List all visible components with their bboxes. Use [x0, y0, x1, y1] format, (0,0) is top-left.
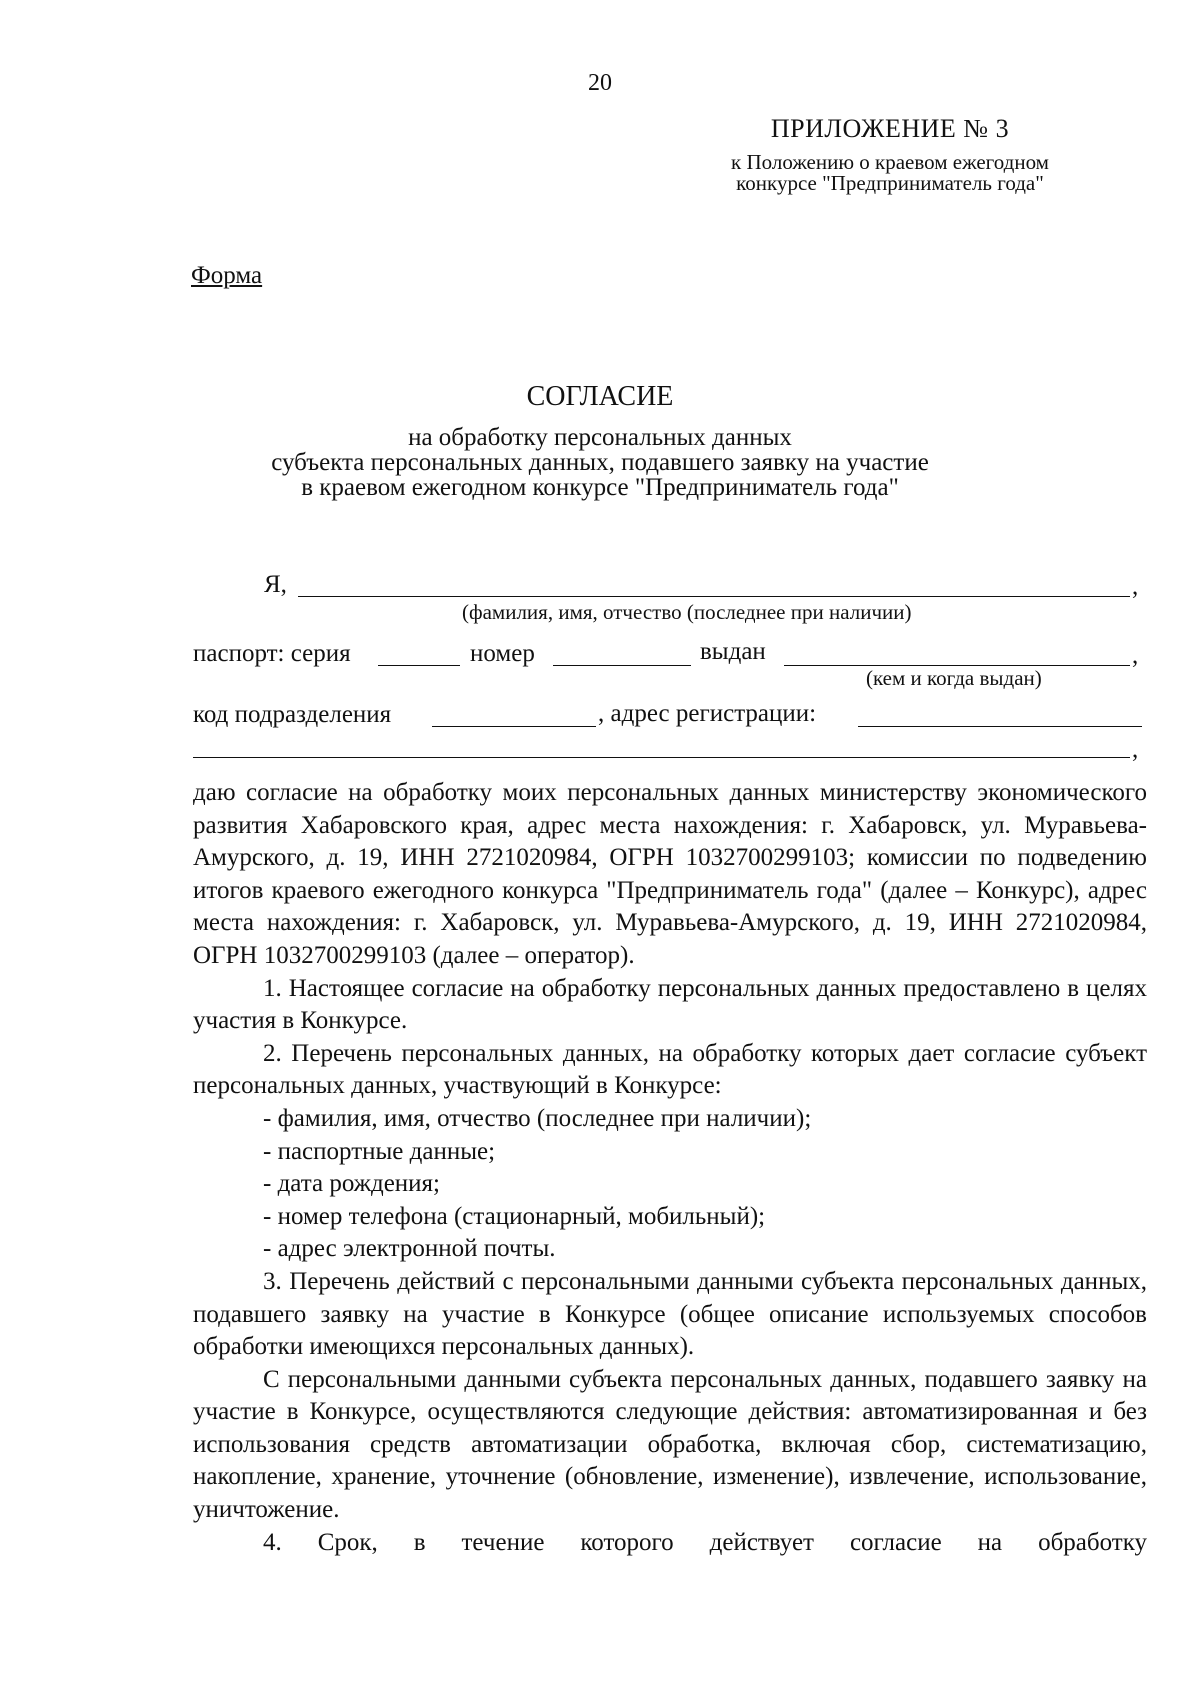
division-code-input-line[interactable] — [432, 726, 596, 727]
page-number: 20 — [588, 70, 612, 96]
address-continuation-input-line[interactable] — [193, 757, 1130, 758]
passport-issued-hint: (кем и когда выдан) — [866, 666, 1042, 690]
fio-input-line[interactable] — [298, 596, 1130, 597]
passport-issued-label: выдан — [700, 638, 766, 665]
item-4-start: 4. Срок, в течение которого действует согласие на обработку — [263, 1528, 1147, 1556]
item-3: 3. Перечень действий с персональными данными субъекта персональных данных, подавшего заявку на участие в Конкурсе (общее описание используемых способов обработки имеющихся персональных данных). — [193, 1267, 1147, 1361]
fio-comma: , — [1132, 573, 1139, 600]
division-code-label: код подразделения — [193, 701, 392, 728]
appendix-line-1: к Положению о краевом ежегодном — [731, 150, 1049, 174]
passport-number-label: номер — [470, 640, 535, 667]
consent-body — [193, 777, 1147, 1559]
list-item: - дата рождения; — [263, 1170, 440, 1198]
document-title: СОГЛАСИЕ — [526, 381, 674, 412]
fio-hint: (фамилия, имя, отчество (последнее при наличии) — [462, 600, 912, 624]
list-item: - адрес электронной почты. — [263, 1235, 556, 1263]
item-2: 2. Перечень персональных данных, на обработку которых дает согласие субъект персональных данных, участвующий в Конкурсе: — [193, 1039, 1147, 1100]
passport-issued-comma: , — [1132, 642, 1139, 669]
registration-address-label: , адрес регистрации: — [598, 700, 817, 727]
appendix-line-2: конкурсе "Предприниматель года" — [736, 171, 1044, 195]
passport-number-input-line[interactable] — [553, 665, 691, 666]
list-item: - фамилия, имя, отчество (последнее при наличии); — [263, 1104, 812, 1132]
list-item: - номер телефона (стационарный, мобильный); — [263, 1202, 766, 1230]
ya-label: Я, — [264, 571, 287, 598]
document-subtitle-2: субъекта персональных данных, подавшего заявку на участие — [271, 449, 929, 476]
consent-paragraph: даю согласие на обработку моих персональных данных министерству экономического развития Хабаровского края, адрес места нахождения: г. Хабаровск, ул. Муравьева-Амурского, д. 19, ИНН 2721020984, ОГРН 1032700299103; комиссии по подведению итогов краевого ежегодного конкурса "Предприниматель года" (далее – Конкурс), адрес места нахождения: г. Хабаровск, ул. Муравьева-Амурского, д. 19, ИНН 2721020984, ОГРН 1032700299103 (далее – оператор). — [193, 779, 1147, 969]
passport-series-input-line[interactable] — [378, 665, 460, 666]
appendix-title: ПРИЛОЖЕНИЕ № 3 — [770, 114, 1010, 143]
list-item: - паспортные данные; — [263, 1137, 496, 1165]
document-subtitle-1: на обработку персональных данных — [408, 424, 792, 451]
passport-series-label: паспорт: серия — [193, 640, 351, 667]
address-comma: , — [1132, 736, 1139, 763]
form-label: Форма — [191, 262, 263, 289]
document-subtitle-3: в краевом ежегодном конкурсе "Предприниматель года" — [301, 474, 899, 501]
registration-address-input-line[interactable] — [858, 726, 1142, 727]
actions-paragraph: С персональными данными субъекта персональных данных, подавшего заявку на участие в Конкурсе, осуществляются следующие действия: автоматизированная и без использования средств автоматизации обработка, включая сбор, систематизацию, накопление, хранение, уточнение (обновление, изменение), извлечение, использование, уничтожение. — [193, 1365, 1147, 1524]
item-1: 1. Настоящее согласие на обработку персональных данных предоставлено в целях участия в Конкурсе. — [193, 974, 1147, 1035]
